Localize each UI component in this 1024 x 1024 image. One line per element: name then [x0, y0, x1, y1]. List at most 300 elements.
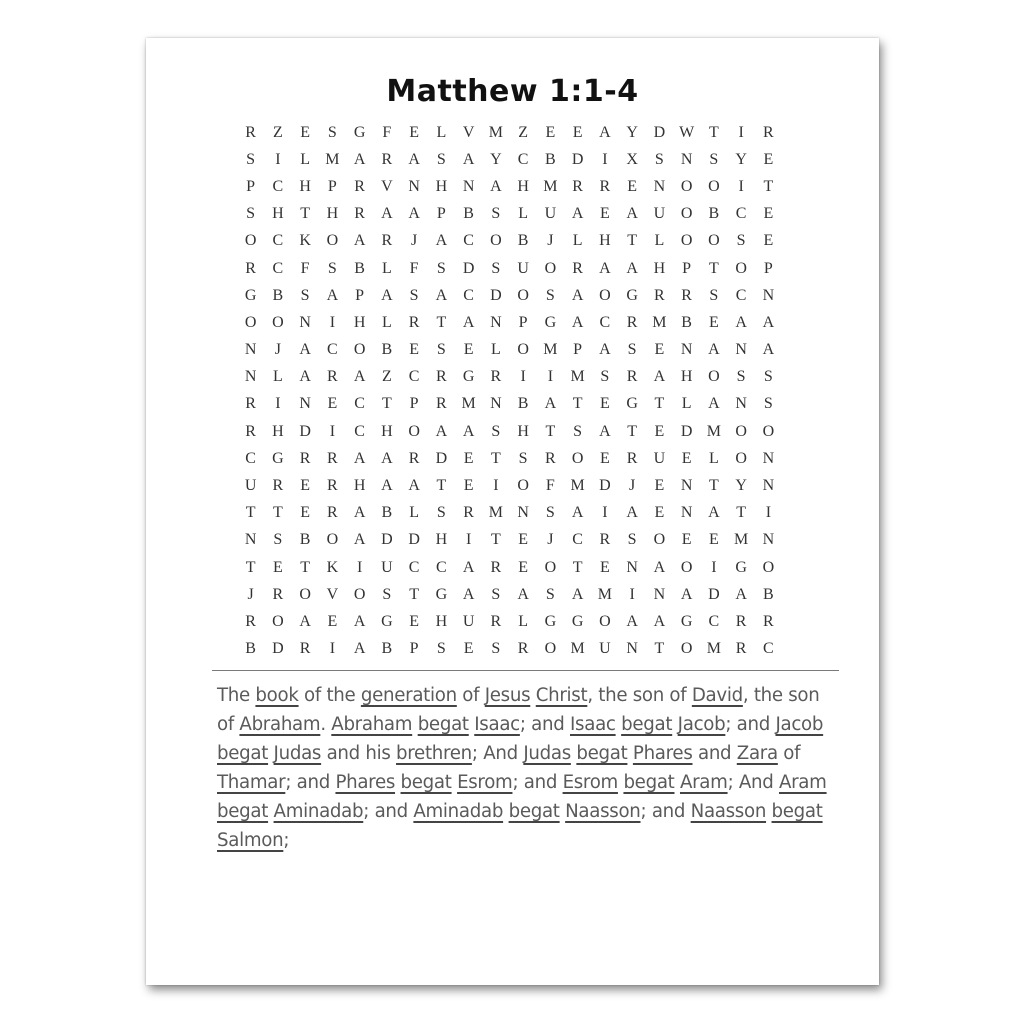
grid-letter: A [762, 341, 775, 359]
grid-letter: I [547, 368, 554, 386]
grid-letter: N [680, 341, 693, 359]
grid-letter: V [381, 177, 393, 195]
grid-letter: P [409, 395, 419, 413]
grid-letter: O [735, 422, 747, 440]
grid-letter: H [599, 232, 611, 250]
grid-letter: N [762, 286, 775, 304]
grid-letter: C [735, 286, 747, 304]
grid-letter: R [354, 205, 365, 223]
grid-letter: M [543, 341, 558, 359]
grid-letter: S [491, 205, 501, 223]
grid-letter: G [435, 585, 448, 603]
passage-text: , the son of [587, 685, 692, 706]
hidden-word: Thamar [217, 772, 286, 793]
grid-letter: C [354, 395, 365, 413]
passage-text: . [320, 714, 332, 735]
grid-letter: R [327, 368, 338, 386]
hidden-word: Aminadab [413, 801, 504, 822]
hidden-word: Naasson [565, 801, 641, 822]
grid-letter: S [709, 150, 719, 168]
grid-letter: O [244, 232, 257, 250]
grid-letter: A [517, 585, 529, 603]
grid-letter: A [299, 341, 311, 359]
grid-letter: A [462, 585, 475, 603]
grid-letter: G [571, 612, 584, 630]
grid-letter: W [679, 123, 695, 141]
grid-letter: S [436, 259, 446, 277]
grid-letter: G [626, 286, 638, 304]
grid-letter: F [382, 123, 392, 141]
grid-letter: T [300, 205, 311, 223]
grid-row [237, 255, 782, 282]
grid-letter: A [462, 313, 475, 331]
grid-letter: O [599, 612, 611, 630]
grid-letter: A [462, 558, 475, 576]
grid-letter: E [654, 504, 665, 522]
grid-letter: A [381, 449, 393, 467]
grid-letter: T [708, 259, 719, 277]
grid-letter: S [327, 123, 337, 141]
grid-letter: A [571, 205, 584, 223]
grid-letter: A [353, 504, 366, 522]
grid-letter: I [275, 395, 281, 413]
scripture-passage [217, 681, 837, 855]
grid-letter: U [462, 612, 475, 630]
passage-text: ; and [512, 772, 563, 793]
grid-letter: A [708, 341, 720, 359]
grid-letter: R [599, 177, 611, 195]
grid-row [237, 445, 782, 472]
grid-letter: T [245, 504, 256, 522]
grid-letter: L [572, 232, 583, 250]
grid-letter: H [272, 205, 284, 223]
grid-letter: S [491, 259, 501, 277]
grid-letter: R [436, 395, 447, 413]
passage-text: and [692, 743, 737, 764]
grid-letter: S [600, 368, 610, 386]
grid-letter: O [653, 531, 666, 549]
hidden-word: Abraham [239, 714, 321, 735]
grid-letter: B [681, 313, 692, 331]
grid-letter: A [599, 259, 611, 277]
grid-letter: R [408, 449, 420, 467]
grid-letter: R [490, 368, 502, 386]
hidden-word: Christ [535, 685, 588, 706]
grid-row [237, 608, 782, 635]
grid-letter: A [353, 232, 366, 250]
grid-letter: N [462, 177, 475, 195]
hidden-word: Esrom [562, 772, 618, 793]
grid-letter: K [299, 232, 311, 250]
hidden-word: brethren [396, 743, 472, 764]
hidden-word: generation [360, 685, 457, 706]
grid-letter: O [272, 612, 284, 630]
grid-letter: R [545, 449, 556, 467]
hidden-word: begat [217, 801, 269, 822]
grid-row [237, 228, 782, 255]
grid-letter: E [599, 205, 610, 223]
grid-letter: I [329, 640, 336, 658]
grid-letter: O [353, 585, 366, 603]
grid-letter: C [327, 341, 338, 359]
passage-text: of [456, 685, 485, 706]
grid-letter: A [353, 449, 366, 467]
hidden-word: Naasson [690, 801, 767, 822]
grid-letter: E [708, 531, 719, 549]
grid-letter: D [462, 259, 475, 277]
grid-letter: O [708, 368, 720, 386]
grid-row [237, 146, 782, 173]
hidden-word: Esrom [457, 772, 513, 793]
grid-letter: M [652, 313, 667, 331]
grid-row [237, 282, 782, 309]
hidden-word: Phares [335, 772, 396, 793]
hidden-word: Judas [523, 743, 571, 764]
grid-letter: A [462, 422, 475, 440]
grid-letter: A [680, 585, 693, 603]
grid-letter: T [300, 558, 311, 576]
grid-letter: C [735, 205, 747, 223]
grid-letter: R [354, 177, 365, 195]
grid-letter: R [436, 368, 447, 386]
grid-letter: L [381, 313, 392, 331]
grid-letter: N [653, 177, 666, 195]
grid-row [237, 337, 782, 364]
grid-letter: S [545, 286, 555, 304]
grid-letter: B [354, 259, 365, 277]
grid-letter: X [626, 150, 638, 168]
grid-letter: N [653, 585, 666, 603]
grid-letter: O [762, 422, 775, 440]
grid-letter: H [299, 177, 311, 195]
grid-row [237, 472, 782, 499]
grid-letter: A [353, 640, 366, 658]
hidden-word: Zara [736, 743, 778, 764]
grid-letter: P [436, 205, 446, 223]
grid-letter: L [654, 232, 665, 250]
grid-letter: G [544, 313, 557, 331]
grid-letter: B [763, 585, 774, 603]
passage-text: ; and [519, 714, 570, 735]
grid-letter: E [763, 232, 774, 250]
grid-letter: Y [735, 477, 747, 495]
grid-row [237, 554, 782, 581]
grid-letter: H [435, 612, 448, 630]
grid-letter: D [680, 422, 693, 440]
hidden-word: begat [508, 801, 560, 822]
grid-letter: U [653, 205, 666, 223]
grid-letter: R [327, 477, 338, 495]
grid-letter: R [572, 177, 583, 195]
grid-letter: J [411, 232, 418, 250]
grid-letter: E [681, 531, 692, 549]
grid-letter: I [329, 313, 336, 331]
grid-letter: A [490, 177, 502, 195]
grid-letter: N [299, 313, 311, 331]
grid-letter: T [381, 395, 392, 413]
grid-letter: O [490, 232, 502, 250]
grid-letter: J [629, 477, 636, 495]
grid-letter: E [763, 205, 774, 223]
grid-letter: H [517, 422, 529, 440]
grid-letter: C [572, 531, 583, 549]
grid-letter: N [490, 313, 502, 331]
grid-letter: I [602, 150, 608, 168]
grid-letter: E [654, 477, 665, 495]
grid-letter: R [245, 612, 256, 630]
grid-letter: N [762, 531, 775, 549]
grid-letter: B [381, 341, 393, 359]
grid-letter: T [736, 504, 747, 522]
grid-letter: T [763, 177, 774, 195]
grid-letter: I [602, 504, 608, 522]
grid-letter: R [654, 286, 665, 304]
grid-letter: S [545, 504, 555, 522]
grid-letter: C [517, 150, 529, 168]
grid-letter: A [653, 368, 666, 386]
grid-letter: N [735, 341, 747, 359]
grid-letter: L [490, 341, 501, 359]
grid-letter: I [275, 150, 281, 168]
grid-letter: L [708, 449, 719, 467]
grid-letter: H [353, 313, 366, 331]
grid-letter: O [680, 177, 693, 195]
grid-letter: E [681, 449, 692, 467]
hidden-word: Isaac [474, 714, 520, 735]
grid-letter: T [272, 504, 283, 522]
grid-letter: O [299, 585, 311, 603]
grid-letter: S [491, 422, 501, 440]
grid-letter: H [381, 422, 393, 440]
grid-letter: N [490, 395, 502, 413]
grid-letter: T [572, 395, 583, 413]
grid-letter: E [518, 558, 529, 576]
grid-letter: O [272, 313, 284, 331]
grid-letter: I [356, 558, 363, 576]
hidden-word: Salmon [217, 830, 284, 851]
grid-letter: F [300, 259, 310, 277]
grid-letter: A [353, 612, 366, 630]
grid-letter: O [680, 205, 693, 223]
grid-letter: E [599, 395, 610, 413]
grid-letter: E [763, 150, 774, 168]
passage-text: ; And [471, 743, 524, 764]
grid-letter: M [597, 585, 612, 603]
hidden-word: begat [623, 772, 675, 793]
grid-letter: N [299, 395, 311, 413]
hidden-word: book [255, 685, 299, 706]
grid-letter: A [571, 313, 584, 331]
grid-letter: O [244, 313, 257, 331]
grid-letter: H [517, 177, 529, 195]
grid-row [237, 309, 782, 336]
grid-letter: A [599, 123, 611, 141]
grid-letter: O [326, 531, 339, 549]
grid-letter: S [736, 232, 746, 250]
grid-letter: L [518, 205, 529, 223]
grid-letter: I [738, 177, 744, 195]
grid-letter: T [490, 449, 501, 467]
grid-letter: N [762, 477, 775, 495]
grid-letter: M [543, 177, 558, 195]
grid-letter: A [408, 477, 420, 495]
grid-letter: H [653, 259, 666, 277]
hidden-word: Aram [679, 772, 728, 793]
grid-letter: O [680, 232, 693, 250]
grid-letter: D [599, 477, 611, 495]
grid-letter: A [762, 313, 775, 331]
grid-letter: A [571, 585, 584, 603]
grid-letter: E [627, 177, 638, 195]
hidden-word: Phares [632, 743, 693, 764]
grid-letter: M [325, 150, 340, 168]
grid-letter: H [272, 422, 284, 440]
grid-letter: H [353, 477, 366, 495]
grid-letter: E [708, 313, 719, 331]
grid-letter: C [245, 449, 256, 467]
grid-letter: B [517, 232, 529, 250]
grid-letter: P [327, 177, 337, 195]
grid-letter: R [735, 640, 747, 658]
grid-letter: Z [518, 123, 529, 141]
grid-letter: R [490, 612, 502, 630]
grid-letter: O [762, 558, 775, 576]
grid-letter: E [300, 477, 311, 495]
grid-letter: H [326, 205, 339, 223]
grid-letter: O [708, 177, 720, 195]
grid-letter: A [708, 395, 720, 413]
passage-text: of [777, 743, 801, 764]
grid-letter: S [382, 585, 392, 603]
grid-letter: N [680, 477, 693, 495]
grid-letter: R [517, 640, 529, 658]
passage-text: and his [321, 743, 397, 764]
grid-letter: M [706, 422, 721, 440]
grid-letter: S [627, 531, 637, 549]
grid-letter: A [626, 259, 638, 277]
grid-letter: J [274, 341, 281, 359]
grid-letter: O [517, 341, 529, 359]
grid-letter: O [517, 477, 529, 495]
hidden-word: Jesus [484, 685, 531, 706]
grid-row [237, 201, 782, 228]
grid-letter: A [462, 150, 475, 168]
grid-letter: A [381, 286, 393, 304]
grid-letter: S [763, 368, 773, 386]
grid-letter: N [517, 504, 529, 522]
grid-letter: P [763, 259, 773, 277]
grid-row [237, 581, 782, 608]
grid-letter: S [518, 449, 528, 467]
grid-letter: L [518, 612, 529, 630]
grid-letter: N [408, 177, 420, 195]
grid-letter: E [327, 395, 338, 413]
grid-letter: C [408, 558, 420, 576]
grid-letter: A [299, 612, 311, 630]
grid-letter: I [493, 477, 499, 495]
grid-letter: A [708, 504, 720, 522]
grid-letter: T [654, 640, 665, 658]
hidden-word: Jacob [775, 714, 824, 735]
grid-letter: T [436, 313, 447, 331]
grid-letter: I [520, 368, 526, 386]
grid-letter: U [544, 205, 557, 223]
grid-letter: G [381, 612, 393, 630]
grid-letter: A [571, 504, 584, 522]
grid-letter: T [708, 123, 719, 141]
grid-letter: Y [490, 150, 502, 168]
grid-letter: U [244, 477, 257, 495]
grid-letter: S [300, 286, 310, 304]
grid-letter: E [409, 123, 420, 141]
grid-letter: G [353, 123, 366, 141]
grid-letter: S [436, 504, 446, 522]
grid-letter: R [626, 313, 638, 331]
grid-letter: R [681, 286, 692, 304]
grid-letter: D [653, 123, 666, 141]
grid-letter: D [272, 640, 284, 658]
grid-letter: B [272, 286, 284, 304]
grid-letter: R [463, 504, 474, 522]
grid-letter: N [626, 558, 638, 576]
grid-row [237, 364, 782, 391]
passage-text: of the [298, 685, 361, 706]
grid-letter: O [599, 286, 611, 304]
grid-letter: O [571, 449, 584, 467]
hidden-word: David [691, 685, 743, 706]
grid-row [237, 391, 782, 418]
grid-letter: J [547, 531, 554, 549]
grid-letter: U [517, 259, 529, 277]
grid-letter: E [300, 123, 311, 141]
hidden-word: begat [217, 743, 269, 764]
passage-text: ; And [727, 772, 779, 793]
grid-letter: A [353, 531, 366, 549]
grid-letter: E [327, 612, 338, 630]
grid-letter: M [488, 123, 503, 141]
grid-letter: T [708, 477, 719, 495]
grid-letter: N [244, 368, 257, 386]
grid-letter: T [490, 531, 501, 549]
grid-letter: A [599, 422, 611, 440]
grid-letter: R [245, 395, 256, 413]
grid-letter: R [245, 123, 256, 141]
grid-letter: R [299, 640, 311, 658]
grid-letter: O [408, 422, 420, 440]
grid-letter: N [244, 531, 257, 549]
grid-letter: G [680, 612, 693, 630]
grid-letter: O [680, 558, 693, 576]
grid-letter: M [570, 640, 585, 658]
grid-letter: S [545, 585, 555, 603]
grid-letter: T [245, 558, 256, 576]
grid-letter: J [247, 585, 254, 603]
grid-letter: R [245, 422, 256, 440]
grid-letter: S [436, 341, 446, 359]
grid-letter: O [544, 558, 557, 576]
grid-letter: A [571, 286, 584, 304]
grid-letter: L [681, 395, 692, 413]
grid-letter: A [653, 558, 666, 576]
grid-letter: A [435, 422, 448, 440]
grid-letter: V [462, 123, 475, 141]
grid-letter: P [246, 177, 256, 195]
grid-letter: B [517, 395, 529, 413]
grid-letter: C [272, 177, 284, 195]
grid-letter: P [573, 341, 583, 359]
worksheet-page [146, 38, 879, 985]
grid-letter: G [626, 395, 638, 413]
